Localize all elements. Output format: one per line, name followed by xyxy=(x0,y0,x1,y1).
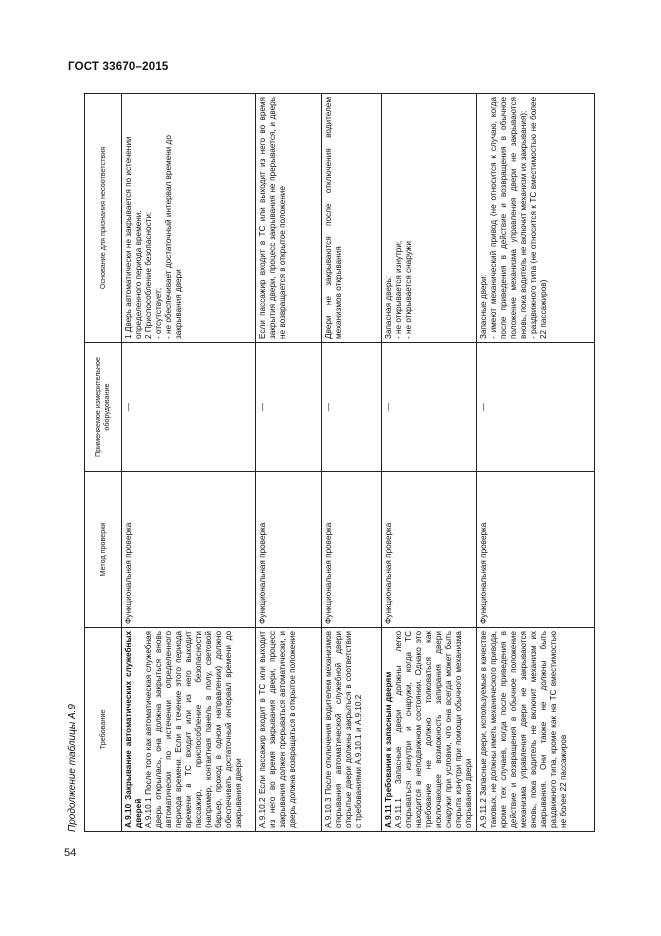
header-requirement: Требование xyxy=(85,628,122,832)
criteria-line: Запасная дверь: xyxy=(384,275,393,339)
criteria-line: Двери не закрываются после отключения водителем механизмов открывания xyxy=(324,97,343,339)
method-cell: Функциональная проверка xyxy=(382,472,477,628)
page-number: 54 xyxy=(64,847,77,859)
criteria-cell xyxy=(256,94,322,343)
requirement-cell xyxy=(382,628,477,832)
requirement-text: А.9.10.1 После того как автоматическая служебная дверь открылась, она должна закрыться вновь автоматически по истечении определенного периода времени. Если в течение этого периода времени в ТС входит или из него выходит пассажир, приспособление безопасности (например, контактная панель в полу, световой барьер, проход в одном направлении) должно обеспечивать достаточный интервал времени до закрывания двери xyxy=(144,631,243,828)
requirement-text: А.9.11.1 Запасные двери должны легко открываться изнутри и снаружи, когда ТС находится в неподвижном состоянии. Однако это требование не должно толковаться как исключающее возможность запирания двери снаружи при условии, что она всегда может быть открыта изнутри при помощи обычного механизма открывания двери xyxy=(394,631,473,828)
table-caption: Продолжение таблицы А.9 xyxy=(67,704,78,832)
criteria-line: 1 Дверь автоматически не закрывается по истечении определенного периода времени. xyxy=(124,136,143,339)
table-row xyxy=(322,94,382,832)
equipment-cell: — xyxy=(122,343,256,472)
criteria-cell xyxy=(122,94,256,343)
rotated-page-content xyxy=(64,94,595,832)
requirement-cell xyxy=(122,628,256,832)
equipment-cell: — xyxy=(382,343,477,472)
method-cell: Функциональная проверка xyxy=(322,472,382,628)
requirement-text: А.9.10.3 После отключения водителем механизмов открывания автоматической служебной двери открытые двери должны закрыться в соответствии с требованиями А.9.10.1 и А.9.10.2 xyxy=(324,631,363,828)
criteria-line: - имеют механический привод (не относится к случаю, когда после приведения в действие и возвращения в обычное положение механизма управления двери не закрываются вновь, пока водитель не включит механизм их закрывания); xyxy=(489,97,528,339)
standard-header: ГОСТ 33670–2015 xyxy=(68,61,169,73)
equipment-cell: — xyxy=(256,343,322,472)
criteria-cell xyxy=(382,94,477,343)
criteria-cell xyxy=(477,94,595,343)
equipment-cell: — xyxy=(322,343,382,472)
section-title: А.9.10 Закрывание автоматических служебных дверей xyxy=(124,631,143,828)
requirement-cell xyxy=(256,628,322,832)
criteria-line: - отсутствует; xyxy=(154,287,163,339)
requirement-text: А.9.10.2 Если пассажир входит в ТС или выходит из него во время закрывания двери, процесс закрывания должен прерываться автоматически, и дверь должна возвращаться в открытое положение xyxy=(258,631,297,828)
table-row xyxy=(382,94,477,832)
criteria-cell xyxy=(322,94,382,343)
criteria-line: - не открывается снаружи xyxy=(404,241,413,339)
criteria-line: Если пассажир входит в ТС или выходит из него во время закрытия двери, процесс закрывания не прерывается, и дверь не возвращается в открытое положение xyxy=(258,97,287,339)
table-row xyxy=(477,94,595,832)
requirement-cell xyxy=(477,628,595,832)
criteria-line: Запасные двери: xyxy=(479,274,488,339)
criteria-line: 2 Приспособление безопасности: xyxy=(144,211,153,339)
criteria-line: - раздвижного типа (не относится к ТС вместимостью не более 22 пассажиров) xyxy=(529,97,548,339)
header-criteria: Основание для признания несоответствия xyxy=(85,94,122,343)
equipment-cell: — xyxy=(477,343,595,472)
criteria-line: - не открывается изнутри; xyxy=(394,240,403,339)
requirement-cell xyxy=(322,628,382,832)
method-cell: Функциональная проверка xyxy=(256,472,322,628)
criteria-line: - не обеспечивает достаточный интервал времени до закрывания двери xyxy=(164,135,183,339)
section-title: А.9.11 Требования к запасным дверям xyxy=(384,671,393,828)
header-method: Метод проверки xyxy=(85,472,122,628)
method-cell: Функциональная проверка xyxy=(122,472,256,628)
method-cell: Функциональная проверка xyxy=(477,472,595,628)
inspection-table xyxy=(84,93,595,832)
header-equipment: Применяемое измерительное оборудование xyxy=(85,343,122,472)
requirement-text: А.9.11.2 Запасные двери, используемые в качестве таковых, не должны иметь механического привода, кроме тех случаев, когда после приведения в действие и возвращения в обычное положение механизма управления двери не закрываются вновь, пока водитель не включит механизм их закрывания. Они также не должны быть раздвижного типа, кроме как на ТС вместимостью не более 22 пассажиров xyxy=(479,631,568,828)
table-row xyxy=(256,94,322,832)
table-row xyxy=(122,94,256,832)
